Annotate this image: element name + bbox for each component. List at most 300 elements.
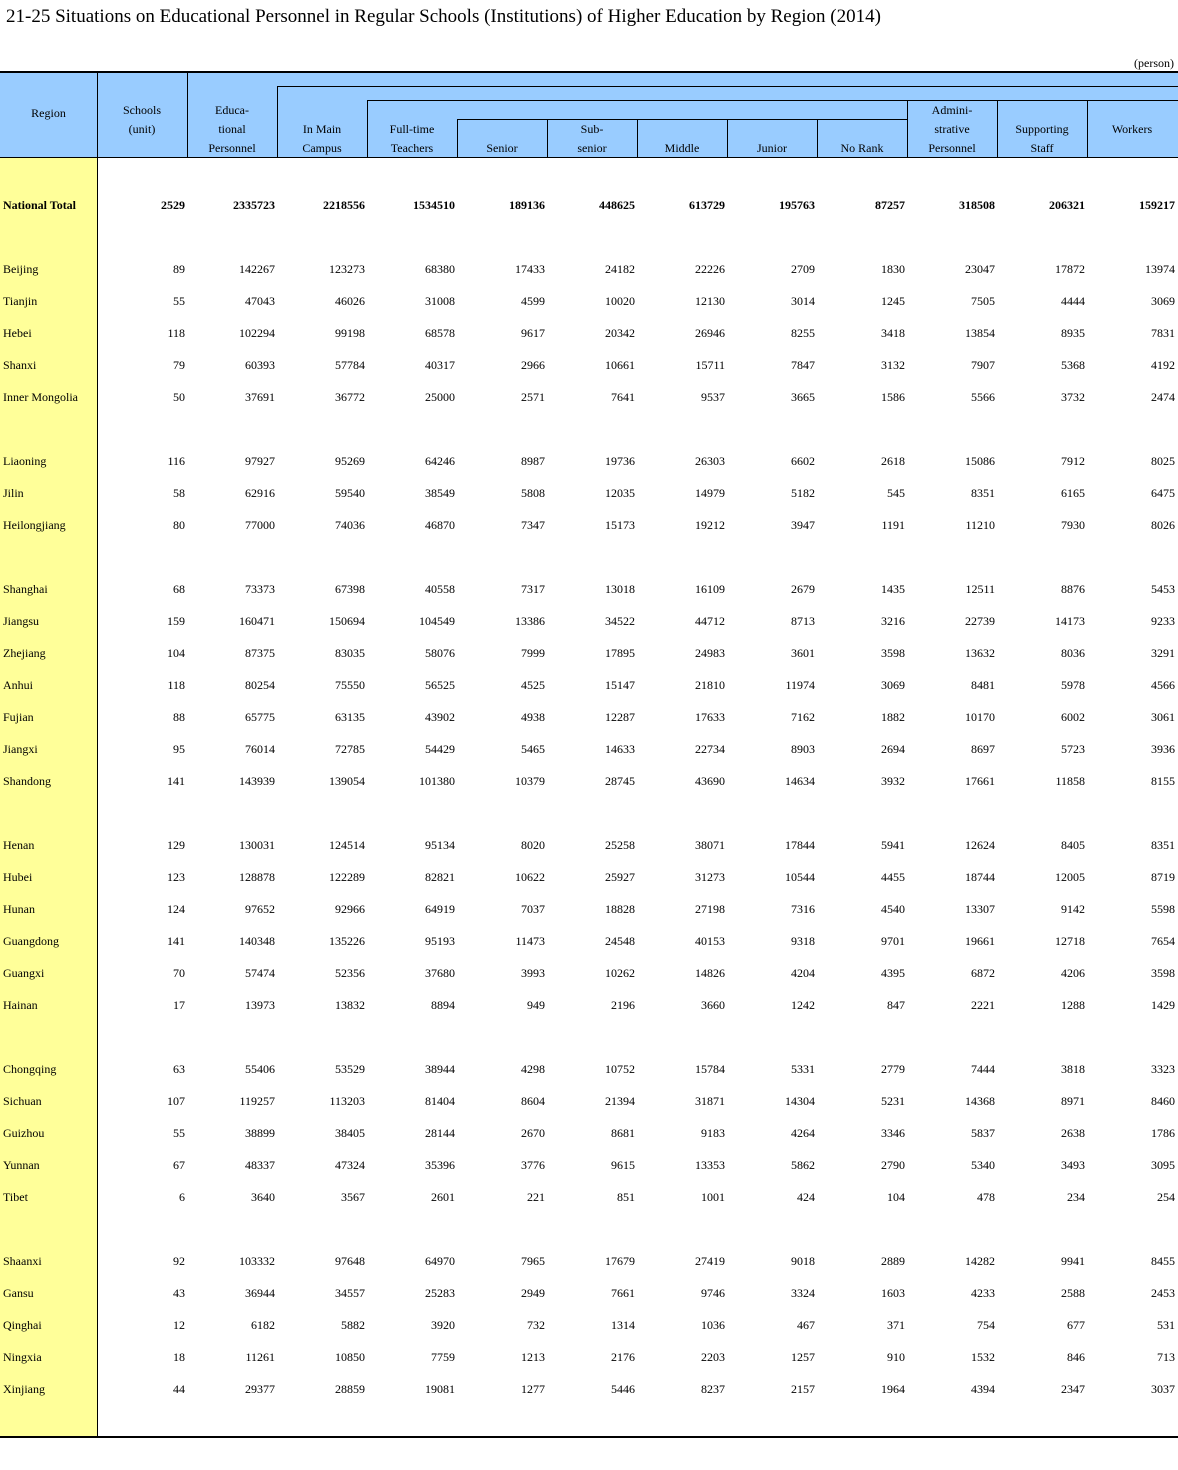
row-value-cell: 17661 bbox=[965, 774, 995, 788]
row-value-cell: 79 bbox=[173, 358, 185, 372]
row-value-cell: 8025 bbox=[1151, 454, 1175, 468]
row-value-cell: 1191 bbox=[881, 518, 905, 532]
row-value-cell: 14173 bbox=[1055, 614, 1085, 628]
row-value-cell: 47324 bbox=[335, 1158, 365, 1172]
row-value-cell: 4264 bbox=[791, 1126, 815, 1140]
row-value-cell: 7317 bbox=[521, 582, 545, 596]
table-row bbox=[0, 291, 1178, 311]
row-value-cell: 97652 bbox=[245, 902, 275, 916]
row-value-cell: 3418 bbox=[881, 326, 905, 340]
row-value-cell: 13832 bbox=[335, 998, 365, 1012]
row-value-cell: 20342 bbox=[605, 326, 635, 340]
row-value-cell: 6165 bbox=[1061, 486, 1085, 500]
row-region-name: Ningxia bbox=[3, 1350, 42, 1364]
row-value-cell: 10752 bbox=[605, 1062, 635, 1076]
row-value-cell: 50 bbox=[173, 390, 185, 404]
row-value-cell: 141 bbox=[167, 934, 185, 948]
row-value-cell: 7162 bbox=[791, 710, 815, 724]
row-value-cell: 7347 bbox=[521, 518, 545, 532]
row-value-cell: 14826 bbox=[695, 966, 725, 980]
row-value-cell: 8460 bbox=[1151, 1094, 1175, 1108]
row-region-name: Sichuan bbox=[3, 1094, 42, 1108]
header-junior: Junior bbox=[757, 141, 787, 155]
row-value-cell: 3993 bbox=[521, 966, 545, 980]
row-value-cell: 74036 bbox=[335, 518, 365, 532]
row-value-cell: 25258 bbox=[605, 838, 635, 852]
table-row bbox=[0, 643, 1178, 663]
row-value-cell: 2601 bbox=[431, 1190, 455, 1204]
row-value-cell: 4206 bbox=[1061, 966, 1085, 980]
row-value-cell: 2949 bbox=[521, 1286, 545, 1300]
table-row bbox=[0, 899, 1178, 919]
row-value-cell: 43690 bbox=[695, 774, 725, 788]
row-value-cell: 10544 bbox=[785, 870, 815, 884]
row-value-cell: 19081 bbox=[425, 1382, 455, 1396]
row-value-cell: 123 bbox=[167, 870, 185, 884]
row-value-cell: 3660 bbox=[701, 998, 725, 1012]
row-value-cell: 713 bbox=[1157, 1350, 1175, 1364]
row-value-cell: 43 bbox=[173, 1286, 185, 1300]
row-value-cell: 159 bbox=[167, 614, 185, 628]
row-value-cell: 38549 bbox=[425, 486, 455, 500]
row-value-cell: 13854 bbox=[965, 326, 995, 340]
row-value-cell: 8876 bbox=[1061, 582, 1085, 596]
row-value-cell: 65775 bbox=[245, 710, 275, 724]
row-value-cell: 8255 bbox=[791, 326, 815, 340]
row-value-cell: 97648 bbox=[335, 1254, 365, 1268]
row-value-cell: 5340 bbox=[971, 1158, 995, 1172]
row-value-cell: 28144 bbox=[425, 1126, 455, 1140]
table-row bbox=[0, 1347, 1178, 1367]
row-value-cell: 25283 bbox=[425, 1286, 455, 1300]
row-value-cell: 1882 bbox=[881, 710, 905, 724]
row-value-cell: 17 bbox=[173, 998, 185, 1012]
row-value-cell: 103332 bbox=[239, 1254, 275, 1268]
row-value-cell: 31008 bbox=[425, 294, 455, 308]
row-region-name: Hubei bbox=[3, 870, 33, 884]
row-value-cell: 1001 bbox=[701, 1190, 725, 1204]
row-value-cell: 36944 bbox=[245, 1286, 275, 1300]
row-value-cell: 11858 bbox=[1055, 774, 1085, 788]
table-row bbox=[0, 387, 1178, 407]
row-value-cell: 52356 bbox=[335, 966, 365, 980]
row-value-cell: 2694 bbox=[881, 742, 905, 756]
row-value-cell: 124 bbox=[167, 902, 185, 916]
row-value-cell: 13307 bbox=[965, 902, 995, 916]
row-value-cell: 1786 bbox=[1151, 1126, 1175, 1140]
table-row bbox=[0, 1283, 1178, 1303]
row-value-cell: 28745 bbox=[605, 774, 635, 788]
row-value-cell: 22739 bbox=[965, 614, 995, 628]
row-value-cell: 57784 bbox=[335, 358, 365, 372]
row-value-cell: 46026 bbox=[335, 294, 365, 308]
table-row bbox=[0, 355, 1178, 375]
row-region-name: Hainan bbox=[3, 998, 38, 1012]
row-value-cell: 5453 bbox=[1151, 582, 1175, 596]
row-value-cell: 910 bbox=[887, 1350, 905, 1364]
row-value-cell: 19661 bbox=[965, 934, 995, 948]
row-region-name: Guangxi bbox=[3, 966, 45, 980]
row-value-cell: 8036 bbox=[1061, 646, 1085, 660]
row-value-cell: 3932 bbox=[881, 774, 905, 788]
row-value-cell: 95193 bbox=[425, 934, 455, 948]
row-region-name: Jiangxi bbox=[3, 742, 38, 756]
region-column-background bbox=[0, 158, 97, 1436]
row-value-cell: 195763 bbox=[779, 198, 815, 212]
row-value-cell: 4395 bbox=[881, 966, 905, 980]
row-value-cell: 68 bbox=[173, 582, 185, 596]
row-value-cell: 10379 bbox=[515, 774, 545, 788]
row-value-cell: 8481 bbox=[971, 678, 995, 692]
row-value-cell: 73373 bbox=[245, 582, 275, 596]
row-value-cell: 64970 bbox=[425, 1254, 455, 1268]
row-region-name: Shaanxi bbox=[3, 1254, 42, 1268]
row-value-cell: 83035 bbox=[335, 646, 365, 660]
row-value-cell: 7965 bbox=[521, 1254, 545, 1268]
row-value-cell: 124514 bbox=[329, 838, 365, 852]
row-value-cell: 9746 bbox=[701, 1286, 725, 1300]
row-value-cell: 8697 bbox=[971, 742, 995, 756]
row-value-cell: 7912 bbox=[1061, 454, 1085, 468]
row-value-cell: 318508 bbox=[959, 198, 995, 212]
row-value-cell: 17895 bbox=[605, 646, 635, 660]
row-value-cell: 76014 bbox=[245, 742, 275, 756]
row-value-cell: 1429 bbox=[1151, 998, 1175, 1012]
table-row bbox=[0, 835, 1178, 855]
row-value-cell: 38899 bbox=[245, 1126, 275, 1140]
header-workers: Workers bbox=[1111, 122, 1153, 136]
row-value-cell: 5941 bbox=[881, 838, 905, 852]
row-value-cell: 12718 bbox=[1055, 934, 1085, 948]
row-value-cell: 25000 bbox=[425, 390, 455, 404]
row-value-cell: 5465 bbox=[521, 742, 545, 756]
row-value-cell: 22734 bbox=[695, 742, 725, 756]
table-row bbox=[0, 739, 1178, 759]
row-value-cell: 4540 bbox=[881, 902, 905, 916]
row-value-cell: 2347 bbox=[1061, 1382, 1085, 1396]
row-value-cell: 9615 bbox=[611, 1158, 635, 1172]
table-row bbox=[0, 611, 1178, 631]
row-value-cell: 7907 bbox=[971, 358, 995, 372]
row-value-cell: 5978 bbox=[1061, 678, 1085, 692]
row-value-cell: 29377 bbox=[245, 1382, 275, 1396]
row-value-cell: 38405 bbox=[335, 1126, 365, 1140]
row-value-cell: 22226 bbox=[695, 262, 725, 276]
row-value-cell: 1245 bbox=[881, 294, 905, 308]
table-row bbox=[0, 963, 1178, 983]
row-value-cell: 3493 bbox=[1061, 1158, 1085, 1172]
row-value-cell: 11473 bbox=[515, 934, 545, 948]
row-region-name: Jilin bbox=[3, 486, 24, 500]
row-value-cell: 24548 bbox=[605, 934, 635, 948]
row-value-cell: 9701 bbox=[881, 934, 905, 948]
row-value-cell: 101380 bbox=[419, 774, 455, 788]
row-value-cell: 545 bbox=[887, 486, 905, 500]
row-value-cell: 15711 bbox=[695, 358, 725, 372]
row-value-cell: 11261 bbox=[245, 1350, 275, 1364]
row-value-cell: 18 bbox=[173, 1350, 185, 1364]
row-value-cell: 6872 bbox=[971, 966, 995, 980]
row-value-cell: 5566 bbox=[971, 390, 995, 404]
row-region-name: Xinjiang bbox=[3, 1382, 45, 1396]
row-value-cell: 10661 bbox=[605, 358, 635, 372]
row-value-cell: 70 bbox=[173, 966, 185, 980]
row-value-cell: 14282 bbox=[965, 1254, 995, 1268]
row-value-cell: 3014 bbox=[791, 294, 815, 308]
row-region-name: Tibet bbox=[3, 1190, 28, 1204]
row-region-name: Hebei bbox=[3, 326, 32, 340]
row-value-cell: 36772 bbox=[335, 390, 365, 404]
row-value-cell: 1603 bbox=[881, 1286, 905, 1300]
row-value-cell: 8237 bbox=[701, 1382, 725, 1396]
row-value-cell: 58 bbox=[173, 486, 185, 500]
row-value-cell: 8026 bbox=[1151, 518, 1175, 532]
table-row bbox=[0, 707, 1178, 727]
row-value-cell: 8351 bbox=[1151, 838, 1175, 852]
row-value-cell: 4204 bbox=[791, 966, 815, 980]
row-value-cell: 2618 bbox=[881, 454, 905, 468]
row-value-cell: 87257 bbox=[875, 198, 905, 212]
row-value-cell: 3732 bbox=[1061, 390, 1085, 404]
row-value-cell: 2203 bbox=[701, 1350, 725, 1364]
row-value-cell: 732 bbox=[527, 1318, 545, 1332]
row-value-cell: 424 bbox=[797, 1190, 815, 1204]
row-value-cell: 3567 bbox=[341, 1190, 365, 1204]
row-value-cell: 107 bbox=[167, 1094, 185, 1108]
row-value-cell: 234 bbox=[1067, 1190, 1085, 1204]
row-value-cell: 1830 bbox=[881, 262, 905, 276]
row-value-cell: 6475 bbox=[1151, 486, 1175, 500]
row-value-cell: 5837 bbox=[971, 1126, 995, 1140]
row-value-cell: 129 bbox=[167, 838, 185, 852]
row-value-cell: 4444 bbox=[1061, 294, 1085, 308]
row-value-cell: 851 bbox=[617, 1190, 635, 1204]
row-value-cell: 62916 bbox=[245, 486, 275, 500]
row-value-cell: 3640 bbox=[251, 1190, 275, 1204]
row-value-cell: 118 bbox=[167, 678, 185, 692]
row-value-cell: 97927 bbox=[245, 454, 275, 468]
row-value-cell: 5331 bbox=[791, 1062, 815, 1076]
row-value-cell: 99198 bbox=[335, 326, 365, 340]
row-value-cell: 123273 bbox=[329, 262, 365, 276]
row-value-cell: 5368 bbox=[1061, 358, 1085, 372]
row-value-cell: 82821 bbox=[425, 870, 455, 884]
row-value-cell: 13974 bbox=[1145, 262, 1175, 276]
row-value-cell: 5862 bbox=[791, 1158, 815, 1172]
row-value-cell: 1277 bbox=[521, 1382, 545, 1396]
row-value-cell: 17633 bbox=[695, 710, 725, 724]
row-value-cell: 150694 bbox=[329, 614, 365, 628]
row-value-cell: 6182 bbox=[251, 1318, 275, 1332]
row-value-cell: 12130 bbox=[695, 294, 725, 308]
row-region-name: Tianjin bbox=[3, 294, 38, 308]
table-top-rule bbox=[0, 71, 1178, 73]
header-rule-level3 bbox=[457, 119, 907, 120]
row-value-cell: 8894 bbox=[431, 998, 455, 1012]
row-value-cell: 56525 bbox=[425, 678, 455, 692]
row-value-cell: 847 bbox=[887, 998, 905, 1012]
row-value-cell: 54429 bbox=[425, 742, 455, 756]
row-value-cell: 95 bbox=[173, 742, 185, 756]
table-row bbox=[0, 451, 1178, 471]
row-value-cell: 4599 bbox=[521, 294, 545, 308]
row-value-cell: 7316 bbox=[791, 902, 815, 916]
row-value-cell: 7661 bbox=[611, 1286, 635, 1300]
row-value-cell: 87375 bbox=[245, 646, 275, 660]
row-value-cell: 122289 bbox=[329, 870, 365, 884]
row-region-name: Fujian bbox=[3, 710, 34, 724]
row-value-cell: 14634 bbox=[785, 774, 815, 788]
row-value-cell: 75550 bbox=[335, 678, 365, 692]
row-value-cell: 140348 bbox=[239, 934, 275, 948]
row-value-cell: 12035 bbox=[605, 486, 635, 500]
row-value-cell: 55406 bbox=[245, 1062, 275, 1076]
row-value-cell: 2474 bbox=[1151, 390, 1175, 404]
row-value-cell: 8351 bbox=[971, 486, 995, 500]
row-region-name: Chongqing bbox=[3, 1062, 57, 1076]
row-value-cell: 7847 bbox=[791, 358, 815, 372]
row-value-cell: 3665 bbox=[791, 390, 815, 404]
row-value-cell: 37691 bbox=[245, 390, 275, 404]
row-value-cell: 5446 bbox=[611, 1382, 635, 1396]
row-value-cell: 160471 bbox=[239, 614, 275, 628]
row-value-cell: 10850 bbox=[335, 1350, 365, 1364]
row-value-cell: 17872 bbox=[1055, 262, 1085, 276]
row-value-cell: 14633 bbox=[605, 742, 635, 756]
row-value-cell: 159217 bbox=[1139, 198, 1175, 212]
table-row bbox=[0, 1251, 1178, 1271]
row-value-cell: 8903 bbox=[791, 742, 815, 756]
row-value-cell: 18828 bbox=[605, 902, 635, 916]
row-value-cell: 13353 bbox=[695, 1158, 725, 1172]
row-value-cell: 28859 bbox=[335, 1382, 365, 1396]
row-value-cell: 3598 bbox=[881, 646, 905, 660]
row-value-cell: 26303 bbox=[695, 454, 725, 468]
row-value-cell: 5598 bbox=[1151, 902, 1175, 916]
row-value-cell: 10020 bbox=[605, 294, 635, 308]
row-value-cell: 949 bbox=[527, 998, 545, 1012]
row-value-cell: 5182 bbox=[791, 486, 815, 500]
row-value-cell: 1314 bbox=[611, 1318, 635, 1332]
header-main-campus: In Main Campus bbox=[302, 122, 342, 155]
row-value-cell: 4192 bbox=[1151, 358, 1175, 372]
row-value-cell: 14304 bbox=[785, 1094, 815, 1108]
row-value-cell: 4525 bbox=[521, 678, 545, 692]
row-value-cell: 8987 bbox=[521, 454, 545, 468]
row-value-cell: 254 bbox=[1157, 1190, 1175, 1204]
row-value-cell: 9617 bbox=[521, 326, 545, 340]
row-value-cell: 128878 bbox=[239, 870, 275, 884]
row-value-cell: 38944 bbox=[425, 1062, 455, 1076]
row-value-cell: 68380 bbox=[425, 262, 455, 276]
table-row bbox=[0, 1187, 1178, 1207]
row-value-cell: 7505 bbox=[971, 294, 995, 308]
row-region-name: Beijing bbox=[3, 262, 39, 276]
row-value-cell: 19212 bbox=[695, 518, 725, 532]
row-value-cell: 9233 bbox=[1151, 614, 1175, 628]
row-value-cell: 1242 bbox=[791, 998, 815, 1012]
table-row bbox=[0, 931, 1178, 951]
row-value-cell: 113203 bbox=[329, 1094, 365, 1108]
row-value-cell: 25927 bbox=[605, 870, 635, 884]
row-region-name: Gansu bbox=[3, 1286, 34, 1300]
row-value-cell: 1257 bbox=[791, 1350, 815, 1364]
row-value-cell: 8455 bbox=[1151, 1254, 1175, 1268]
table-row bbox=[0, 1379, 1178, 1399]
row-value-cell: 31871 bbox=[695, 1094, 725, 1108]
row-value-cell: 64246 bbox=[425, 454, 455, 468]
row-value-cell: 1964 bbox=[881, 1382, 905, 1396]
row-value-cell: 142267 bbox=[239, 262, 275, 276]
row-value-cell: 7654 bbox=[1151, 934, 1175, 948]
table-row bbox=[0, 867, 1178, 887]
row-value-cell: 2779 bbox=[881, 1062, 905, 1076]
row-value-cell: 77000 bbox=[245, 518, 275, 532]
row-region-name: Shanxi bbox=[3, 358, 37, 372]
row-value-cell: 104 bbox=[167, 646, 185, 660]
row-value-cell: 67 bbox=[173, 1158, 185, 1172]
table-row bbox=[0, 1059, 1178, 1079]
row-region-name: Liaoning bbox=[3, 454, 47, 468]
row-value-cell: 89 bbox=[173, 262, 185, 276]
row-value-cell: 5808 bbox=[521, 486, 545, 500]
row-value-cell: 2157 bbox=[791, 1382, 815, 1396]
row-value-cell: 12511 bbox=[965, 582, 995, 596]
row-value-cell: 81404 bbox=[425, 1094, 455, 1108]
row-value-cell: 531 bbox=[1157, 1318, 1175, 1332]
row-value-cell: 40153 bbox=[695, 934, 725, 948]
row-value-cell: 8681 bbox=[611, 1126, 635, 1140]
row-value-cell: 3132 bbox=[881, 358, 905, 372]
row-value-cell: 371 bbox=[887, 1318, 905, 1332]
row-value-cell: 3920 bbox=[431, 1318, 455, 1332]
row-value-cell: 67398 bbox=[335, 582, 365, 596]
row-value-cell: 141 bbox=[167, 774, 185, 788]
row-value-cell: 8971 bbox=[1061, 1094, 1085, 1108]
row-value-cell: 3216 bbox=[881, 614, 905, 628]
header-middle: Middle bbox=[664, 141, 700, 155]
row-value-cell: 2889 bbox=[881, 1254, 905, 1268]
row-value-cell: 1288 bbox=[1061, 998, 1085, 1012]
row-value-cell: 16109 bbox=[695, 582, 725, 596]
row-value-cell: 80 bbox=[173, 518, 185, 532]
row-region-name: Shandong bbox=[3, 774, 51, 788]
table-row bbox=[0, 1155, 1178, 1175]
row-value-cell: 27198 bbox=[695, 902, 725, 916]
row-value-cell: 9183 bbox=[701, 1126, 725, 1140]
header-administrative-personnel: Admini- strative Personnel bbox=[928, 103, 976, 155]
row-value-cell: 6 bbox=[179, 1190, 185, 1204]
row-value-cell: 116 bbox=[167, 454, 185, 468]
table-row-national-total bbox=[0, 195, 1178, 215]
row-value-cell: 613729 bbox=[689, 198, 725, 212]
row-value-cell: 64919 bbox=[425, 902, 455, 916]
row-value-cell: 58076 bbox=[425, 646, 455, 660]
row-value-cell: 3776 bbox=[521, 1158, 545, 1172]
row-value-cell: 7641 bbox=[611, 390, 635, 404]
row-value-cell: 21810 bbox=[695, 678, 725, 692]
page-title: 21-25 Situations on Educational Personnel in Regular Schools (Institutions) of Higher Education by Region (2014) bbox=[6, 6, 881, 27]
row-value-cell: 53529 bbox=[335, 1062, 365, 1076]
row-value-cell: 31273 bbox=[695, 870, 725, 884]
row-value-cell: 8604 bbox=[521, 1094, 545, 1108]
row-value-cell: 102294 bbox=[239, 326, 275, 340]
row-value-cell: 27419 bbox=[695, 1254, 725, 1268]
table-bottom-rule bbox=[0, 1436, 1178, 1438]
row-value-cell: 5231 bbox=[881, 1094, 905, 1108]
row-region-name: Heilongjiang bbox=[3, 518, 66, 532]
table-row bbox=[0, 323, 1178, 343]
